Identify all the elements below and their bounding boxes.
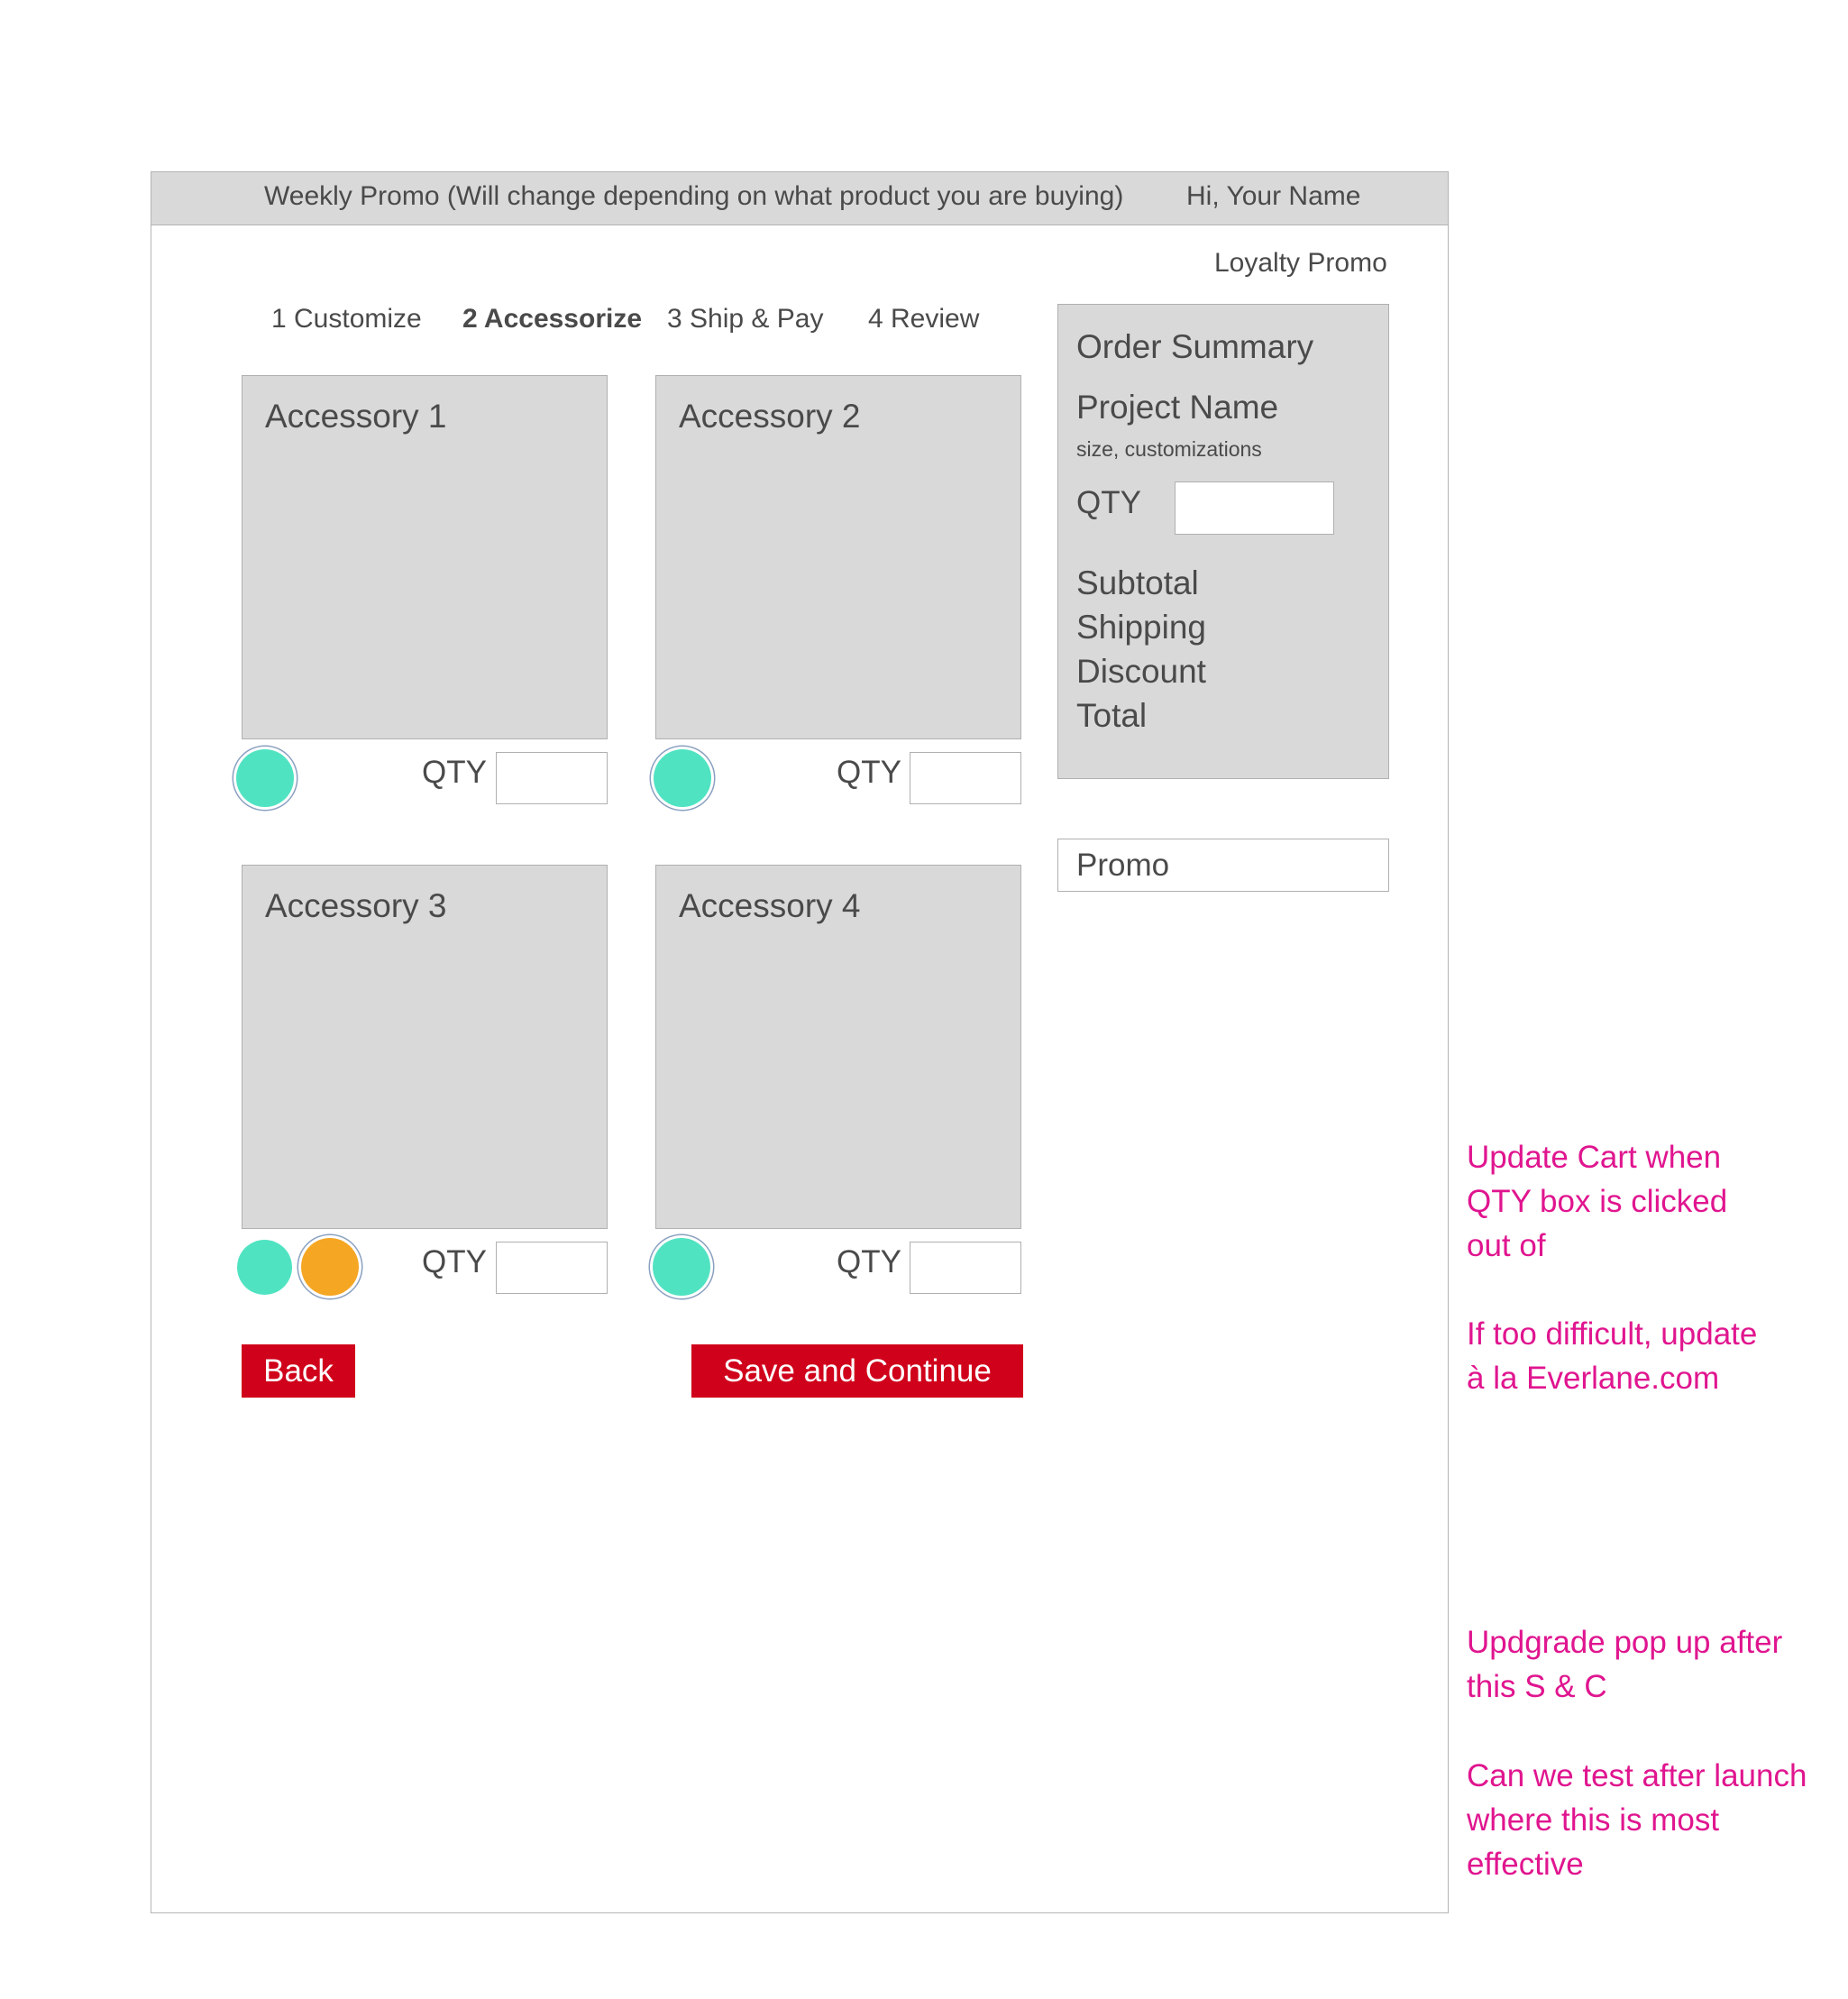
summary-qty-box[interactable]: [1175, 481, 1334, 535]
annotation-line: where this is most: [1467, 1802, 1720, 1838]
color-swatch-teal[interactable]: [236, 749, 294, 807]
qty-input-accessory-3[interactable]: [496, 1242, 608, 1294]
annotation-test: [1467, 1754, 1807, 1886]
color-swatch-teal[interactable]: [653, 1238, 710, 1296]
annotation-line: out of: [1467, 1228, 1546, 1263]
annotation-line: à la Everlane.com: [1467, 1361, 1720, 1396]
qty-input-accessory-4[interactable]: [910, 1242, 1021, 1294]
accessory-card-1[interactable]: [242, 375, 608, 739]
accessory-card-3[interactable]: [242, 865, 608, 1229]
step-review[interactable]: 4 Review: [868, 304, 980, 334]
annotation-line: Can we test after launch: [1467, 1758, 1807, 1793]
qty-label: QTY: [422, 1244, 487, 1279]
accessory-card-4[interactable]: [655, 865, 1021, 1229]
qty-input-accessory-1[interactable]: [496, 752, 608, 804]
annotation-update-cart: [1467, 1135, 1727, 1268]
total-label: Total: [1076, 697, 1148, 734]
step-ship-pay[interactable]: 3 Ship & Pay: [667, 304, 824, 334]
project-name: Project Name: [1076, 389, 1279, 426]
annotation-fallback: [1467, 1312, 1757, 1400]
order-summary-title: Order Summary: [1076, 328, 1314, 365]
qty-label: QTY: [422, 755, 487, 790]
annotation-line: If too difficult, update: [1467, 1316, 1758, 1352]
summary-qty-input[interactable]: [1176, 482, 1333, 534]
color-swatch-teal[interactable]: [237, 1240, 292, 1295]
accessory-title: Accessory 3: [265, 887, 447, 924]
color-swatch-orange[interactable]: [301, 1238, 359, 1296]
subtotal-label: Subtotal: [1076, 564, 1199, 601]
qty-input[interactable]: [497, 753, 607, 803]
qty-input-accessory-2[interactable]: [910, 752, 1021, 804]
accessory-title: Accessory 1: [265, 398, 447, 435]
color-swatch-teal[interactable]: [654, 749, 711, 807]
annotation-line: effective: [1467, 1847, 1584, 1882]
discount-label: Discount: [1076, 653, 1206, 690]
save-continue-button[interactable]: Save and Continue: [691, 1344, 1023, 1398]
qty-input[interactable]: [910, 1242, 1020, 1293]
annotation-line: QTY box is clicked: [1467, 1184, 1728, 1219]
accessory-card-2[interactable]: [655, 375, 1021, 739]
step-customize[interactable]: 1 Customize: [271, 304, 422, 334]
step-accessorize[interactable]: 2 Accessorize: [462, 304, 643, 334]
promo-code-field[interactable]: [1057, 839, 1389, 892]
back-button[interactable]: Back: [242, 1344, 355, 1398]
annotation-upgrade: [1467, 1620, 1782, 1709]
annotation-line: Updgrade pop up after: [1467, 1625, 1783, 1660]
user-greeting[interactable]: Hi, Your Name: [1186, 181, 1361, 211]
top-promo-bar: [151, 171, 1449, 225]
project-details: size, customizations: [1076, 437, 1262, 461]
shipping-label: Shipping: [1076, 609, 1207, 646]
annotation-line: Update Cart when: [1467, 1140, 1722, 1175]
loyalty-promo-link[interactable]: Loyalty Promo: [1214, 248, 1387, 278]
qty-label: QTY: [837, 755, 901, 790]
order-summary-panel: [1057, 304, 1389, 779]
qty-input[interactable]: [497, 1242, 607, 1293]
summary-qty-label: QTY: [1076, 485, 1141, 520]
qty-label: QTY: [837, 1244, 901, 1279]
qty-input[interactable]: [910, 753, 1020, 803]
accessory-title: Accessory 4: [679, 887, 861, 924]
accessory-title: Accessory 2: [679, 398, 861, 435]
promo-input[interactable]: [1058, 839, 1388, 891]
weekly-promo-text: Weekly Promo (Will change depending on what product you are buying): [264, 181, 1124, 211]
annotation-line: this S & C: [1467, 1669, 1607, 1704]
